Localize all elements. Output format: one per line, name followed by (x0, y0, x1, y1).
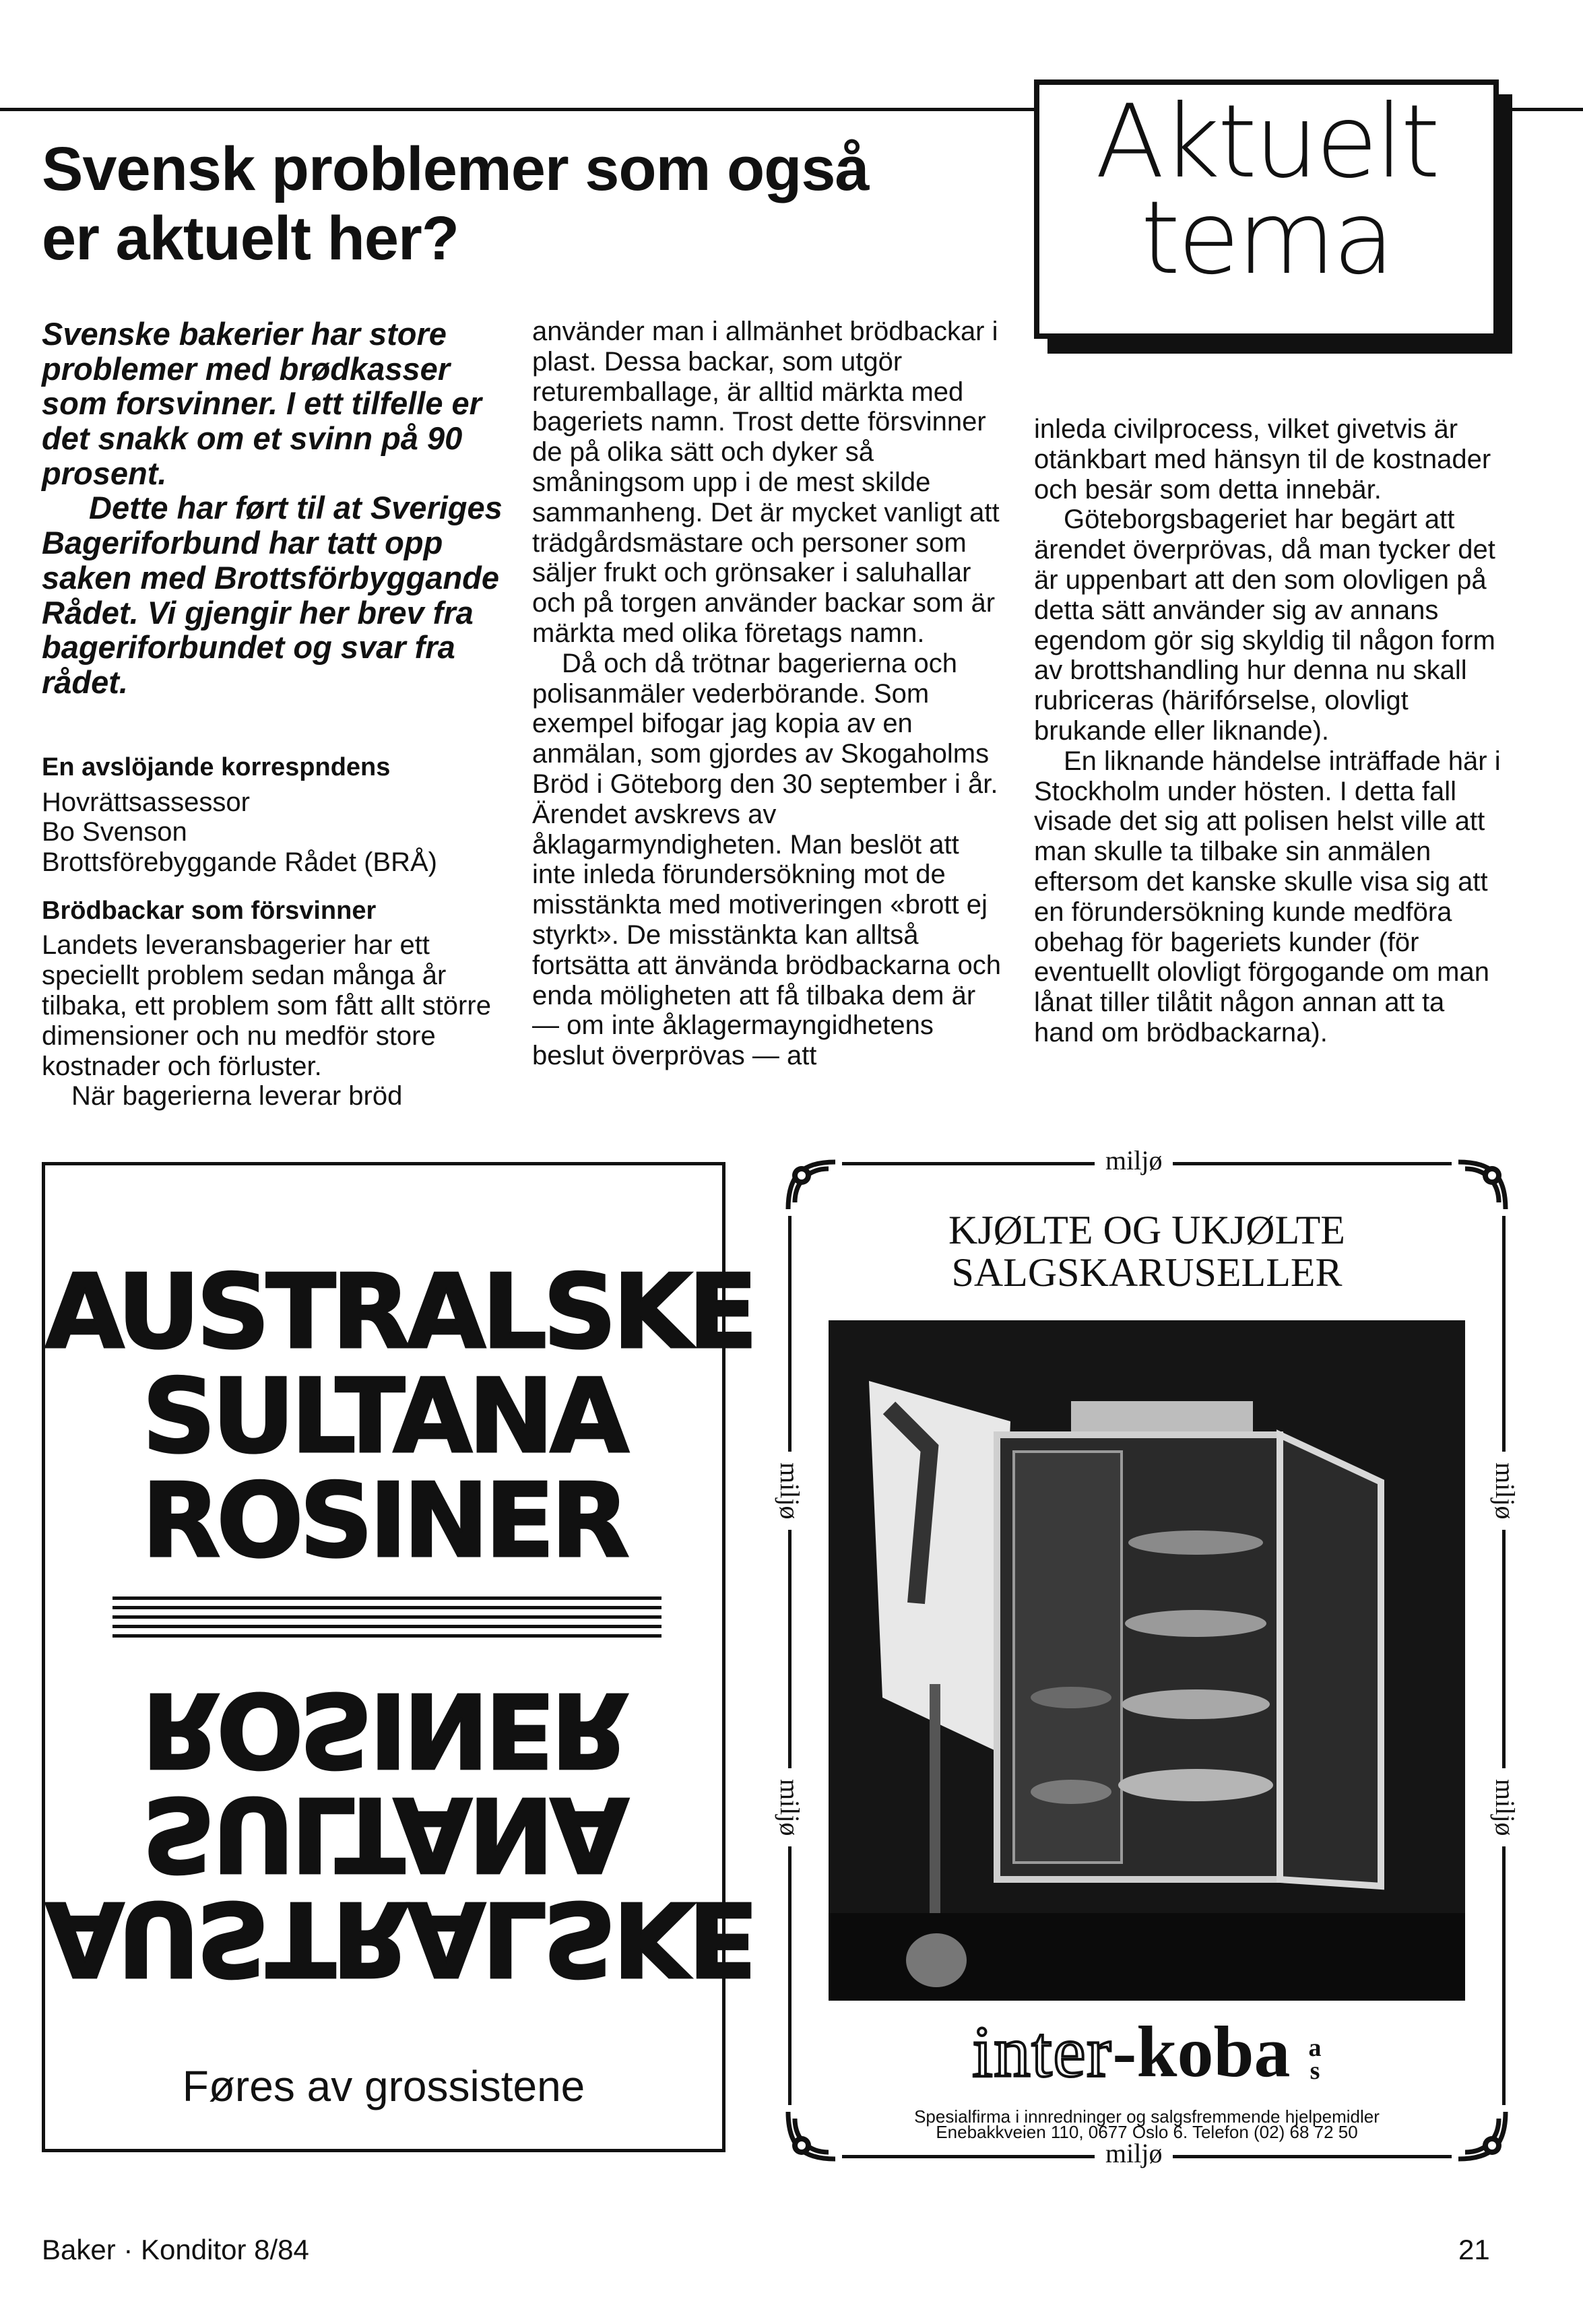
ad-address: Enebakkveien 110, 0677 Oslo 6. Telefon (02) 68 72 50 (936, 2122, 1358, 2142)
ad-title-line-1: AUSTRALSKE (45, 1879, 754, 1999)
lede-paragraph-2: Dette har ført til at Sveriges Bageriforbund har tatt opp saken med Brottsförbyggande Rådet. Vi gjengir her brev fra bageriforbundet og svar fra rådet. (42, 490, 503, 700)
address-line-3: Brottsförebyggande Rådet (BRÅ) (42, 847, 437, 878)
ad-headline-line-2: SALGSKARUSELLER (951, 1250, 1343, 1295)
logo-inter: inter (972, 2012, 1113, 2092)
publication-footer: Baker · Konditor 8/84 (42, 2234, 309, 2265)
ad-title-line-2: SULTANA (142, 1774, 625, 1894)
article-headline (42, 135, 1019, 273)
frame-left (788, 1216, 792, 2105)
body-paragraph: En liknande händelse inträffade här i Stockholm under hösten. I detta fall visade det sig att polisen helst ville att man skulle ta tilbake sin anmälen eftersom det kanske skulle visa sig att en förundersökning kunde medföra obehag för bageriets kunder (för eventuellt olovligt förgogande om man lånat tiller tilåtit någon annan att ta hand om brödbackarna). (1034, 746, 1501, 1047)
ad-title-line-2: SULTANA (142, 1357, 625, 1477)
headline-line-1: Svensk problemer som også (42, 135, 869, 203)
frame-label-right: miljø (1489, 1768, 1521, 1846)
logo-as (1308, 2034, 1322, 2086)
frame-right (1502, 1216, 1506, 2105)
ad-title-line-3: ROSINER (141, 1461, 626, 1581)
column-1 (42, 734, 513, 1111)
ad-title-line-3: ROSINER (141, 1670, 626, 1790)
badge-line-2: tema (1140, 179, 1392, 297)
column-2 (532, 317, 1004, 1071)
logo-as-bottom: s (1310, 2057, 1320, 2086)
frame-label-left: miljø (774, 1452, 806, 1530)
ad-headline-line-1: KJØLTE OG UKJØLTE (948, 1208, 1345, 1252)
ad-title-mirrored (45, 1670, 754, 1999)
subheading-correspondence: En avslöjande korrespndens (42, 753, 391, 781)
body-paragraph: Då och då trötnar bagerierna och polisanmäler vederbörande. Som exempel bifogar jag kopia av en anmälan, som gjordes av Skogaholms Bröd i Göteborg den 30 september i år. Ärendet avskrevs av åklagarmyndigheten. Man beslöt att inte inleda förundersökning mot de misstänkta med motiveringen «brott ej styrkt». De misstänkta kan alltså fortsätta att änvända brödbackarna och enda möligheten att få tilbaka dem är — om inte åklagermayngidhetens beslut överprövas — att (532, 648, 1002, 1071)
address-line-1: Hovrättsassessor (42, 787, 250, 817)
subheading-brodbackar: Brödbackar som försvinner (42, 896, 377, 925)
page-number: 21 (1458, 2234, 1490, 2265)
display-cabinet-illustration (829, 1320, 1465, 2001)
ad-footer-text: Føres av grossistene (182, 2062, 585, 2110)
ad-title-line-1: AUSTRALSKE (45, 1252, 754, 1371)
sultana-advertisement (42, 1162, 754, 2152)
headline-line-2: er aktuelt her? (42, 204, 459, 273)
interkoba-logo (788, 2011, 1506, 2094)
ad-title-upright (45, 1252, 754, 1581)
ad-tagline: Spesialfirma i innredninger og salgsfremmende hjelpemidler (914, 2106, 1380, 2127)
ad-headline (788, 1209, 1506, 1294)
article-lede (42, 317, 513, 700)
ad-divider-lines (112, 1596, 661, 1644)
logo-koba: koba (1136, 2012, 1291, 2092)
logo-dash: - (1112, 2012, 1137, 2092)
body-paragraph: När bagerierna leverar bröd (71, 1081, 403, 1111)
logo-as-top: a (1308, 2034, 1322, 2063)
column-3 (1034, 414, 1506, 1048)
address-line-2: Bo Svenson (42, 817, 187, 847)
frame-label-bottom: miljø (1095, 2137, 1173, 2169)
interkoba-advertisement (775, 1145, 1520, 2168)
frame-label-top: miljø (1095, 1144, 1173, 1176)
body-paragraph: Landets leveransbagerier har ett speciellt problem sedan många år tilbaka, ett problem som fått allt större dimensioner och nu medför store kostnader och förluster. (42, 930, 491, 1081)
frame-label-right: miljø (1489, 1452, 1521, 1530)
frame-label-left: miljø (774, 1768, 806, 1846)
lede-paragraph-1: Svenske bakerier har store problemer med brødkasser som forsvinner. I ett tilfelle er det snakk om et svinn på 90 prosent. (42, 316, 482, 491)
body-paragraph: Göteborgsbageriet har begärt att ärendet överprövas, då man tycker det är uppenbart att den som olovligen på detta sätt använder sig av annans egendom gör sig skyldig til någon form av brottshandling hur denna nu skall rubriceras (härifórselse, olovligt brukande eller liknande). (1034, 505, 1495, 746)
body-paragraph: inleda civilprocess, vilket givetvis är otänkbart med hänsyn til de kostnader och besär som detta innebär. (1034, 414, 1491, 505)
badge-line-1: Aktuelt (1095, 84, 1438, 201)
body-paragraph: använder man i allmänhet brödbackar i plast. Dessa backar, som utgör returemballage, är alltid märkta med bageriets namn. Trost dette försvinner de på olika sätt och dyker så småningsom upp i de mest skilde sammanheng. Det är mycket vanligt att trädgårdsmästare och personer som säljer frukt och grönsaker i saluhallar och på torgen använder backar som är märkta med olika företags namn. (532, 317, 1000, 648)
aktuelt-tema-badge (1034, 79, 1499, 339)
display-cabinet-photo (829, 1320, 1465, 2001)
